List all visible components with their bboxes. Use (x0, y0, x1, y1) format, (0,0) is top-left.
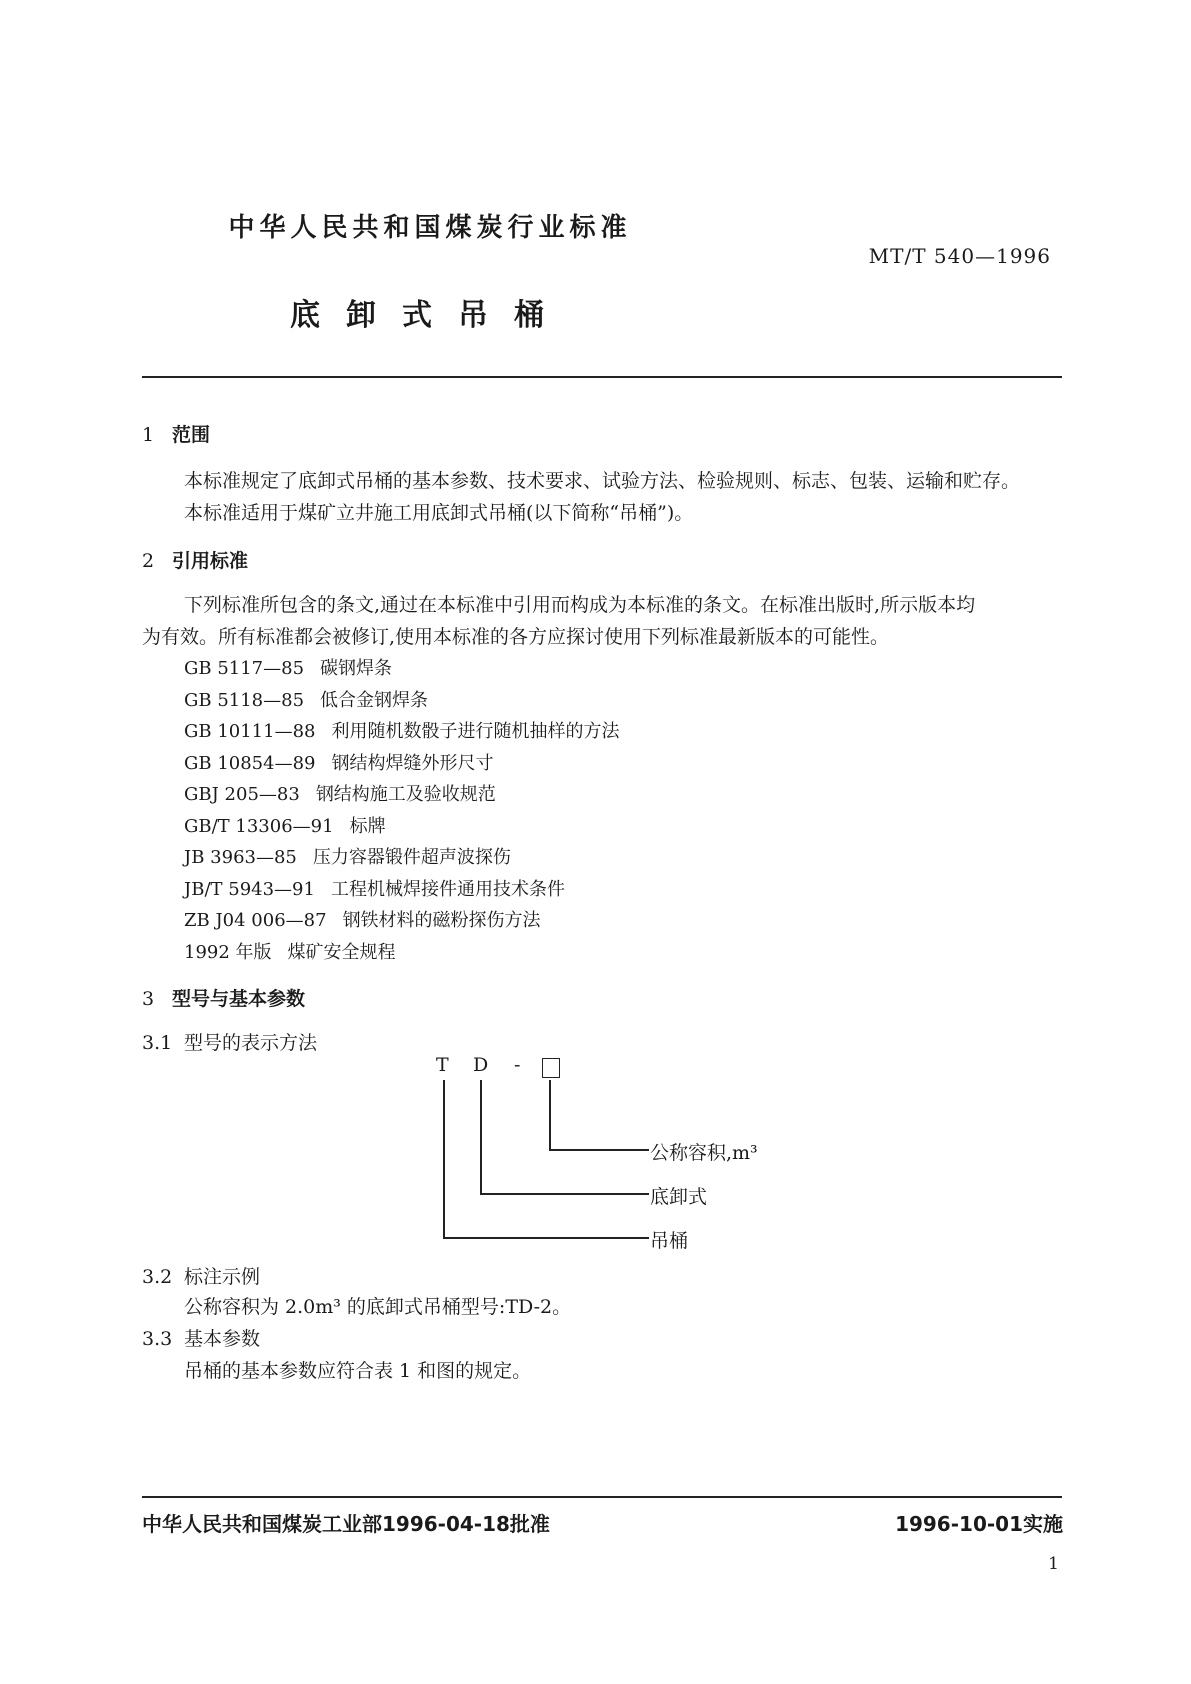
paragraph: 本标准规定了底卸式吊桶的基本参数、技术要求、试验方法、检验规则、标志、包装、运输和贮存。 (184, 470, 1021, 492)
document-title: 底卸式吊桶 (290, 298, 570, 333)
reference-code: 1992 年版 (184, 942, 272, 963)
reference-item (184, 938, 396, 964)
reference-item (184, 906, 541, 932)
reference-item (184, 749, 494, 775)
reference-code: GBJ 205—83 (184, 784, 300, 805)
section-2-heading (142, 546, 248, 573)
reference-title: 压力容器锻件超声波探伤 (312, 847, 511, 868)
paragraph: 本标准适用于煤矿立井施工用底卸式吊桶(以下简称“吊桶”)。 (184, 502, 694, 524)
standard-title: 中华人民共和国煤炭行业标准 (228, 213, 632, 243)
reference-title: 碳钢焊条 (320, 658, 393, 679)
subsection-title: 标注示例 (184, 1266, 261, 1288)
subsection-3-1-heading (142, 1028, 317, 1055)
reference-title: 低合金钢焊条 (320, 690, 429, 711)
reference-code: GB 10111—88 (184, 721, 316, 742)
reference-item (184, 875, 565, 901)
reference-item (184, 717, 620, 743)
leader-line (549, 1080, 551, 1150)
reference-title: 利用随机数骰子进行随机抽样的方法 (331, 721, 620, 742)
subsection-number: 3.1 (142, 1032, 173, 1054)
standard-number: MT/T 540—1996 (868, 244, 1051, 268)
reference-title: 煤矿安全规程 (287, 942, 396, 963)
section-number: 1 (142, 424, 155, 446)
subsection-title: 型号的表示方法 (184, 1032, 318, 1054)
model-letter-t: T (436, 1054, 449, 1076)
header-rule (142, 376, 1062, 378)
reference-code: JB 3963—85 (184, 847, 297, 868)
subsection-3-2-heading (142, 1262, 260, 1289)
paragraph: 下列标准所包含的条文,通过在本标准中引用而构成为本标准的条文。在标准出版时,所示版本均 (184, 594, 976, 616)
subsection-number: 3.2 (142, 1266, 173, 1288)
leader-line (443, 1080, 445, 1238)
section-3-heading (142, 984, 305, 1011)
leader-line (480, 1080, 482, 1194)
reference-title: 工程机械焊接件通用技术条件 (330, 879, 565, 900)
reference-item (184, 780, 496, 806)
reference-item (184, 843, 511, 869)
footer-rule (142, 1496, 1062, 1498)
model-dash: - (514, 1054, 521, 1076)
section-title: 引用标准 (172, 550, 249, 572)
section-number: 2 (142, 550, 155, 572)
leader-line (549, 1149, 649, 1151)
reference-title: 钢结构焊缝外形尺寸 (331, 753, 494, 774)
reference-item (184, 812, 386, 838)
page-number: 1 (1048, 1554, 1059, 1574)
section-title: 范围 (172, 424, 211, 446)
reference-code: ZB J04 006—87 (184, 910, 327, 931)
section-title: 型号与基本参数 (172, 988, 306, 1010)
empty-box-icon (542, 1058, 560, 1078)
reference-item (184, 686, 428, 712)
subsection-number: 3.3 (142, 1328, 173, 1350)
diagram-label-capacity: 公称容积,m³ (650, 1142, 758, 1164)
leader-line (443, 1237, 649, 1239)
reference-title: 标牌 (349, 816, 386, 837)
subsection-3-3-heading (142, 1324, 260, 1351)
reference-title: 钢铁材料的磁粉探伤方法 (342, 910, 541, 931)
reference-item (184, 654, 392, 680)
paragraph: 为有效。所有标准都会被修订,使用本标准的各方应探讨使用下列标准最新版本的可能性。 (142, 626, 890, 648)
reference-code: GB 5117—85 (184, 658, 305, 679)
diagram-label-bucket: 吊桶 (650, 1230, 689, 1252)
reference-code: GB 5118—85 (184, 690, 305, 711)
diagram-label-bottom-discharge: 底卸式 (650, 1186, 708, 1208)
section-1-heading (142, 420, 210, 447)
paragraph: 公称容积为 2.0m³ 的底卸式吊桶型号:TD-2。 (184, 1296, 572, 1318)
model-letter-d: D (473, 1054, 489, 1076)
reference-code: GB/T 13306—91 (184, 816, 334, 837)
subsection-title: 基本参数 (184, 1328, 261, 1350)
leader-line (480, 1193, 649, 1195)
effective-date: 1996-10-01实施 (895, 1512, 1063, 1536)
paragraph: 吊桶的基本参数应符合表 1 和图的规定。 (184, 1360, 532, 1382)
reference-code: JB/T 5943—91 (184, 879, 315, 900)
reference-title: 钢结构施工及验收规范 (315, 784, 496, 805)
approval-line: 中华人民共和国煤炭工业部1996-04-18批准 (142, 1512, 550, 1536)
section-number: 3 (142, 988, 155, 1010)
reference-code: GB 10854—89 (184, 753, 316, 774)
